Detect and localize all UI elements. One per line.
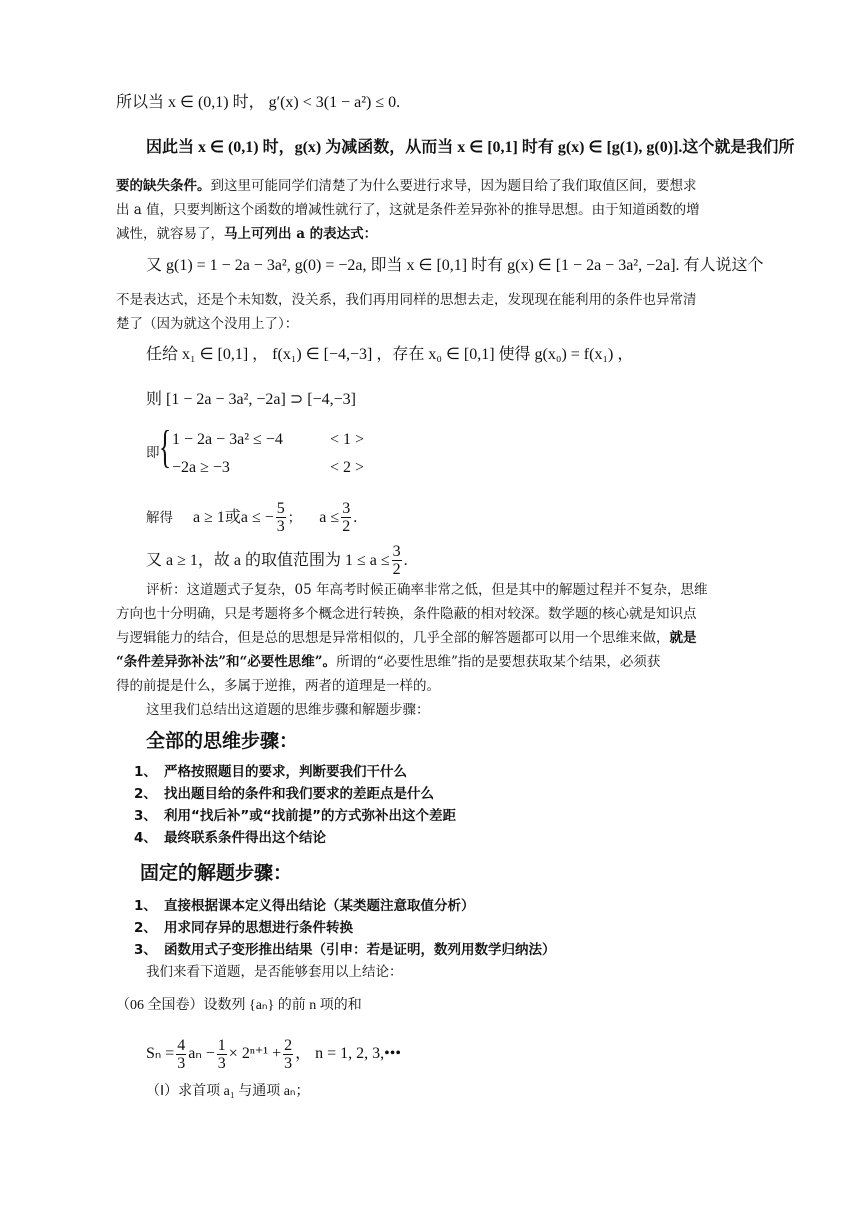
formula-index-range: ， n = 1, 2, 3,••• xyxy=(295,1045,401,1062)
bold-phrase: 要的缺失条件。 xyxy=(116,178,211,194)
decreasing-conclusion-line: 因此当 x ∈ (0,1) 时，g(x) 为减函数，从而当 x ∈ [0,1] 时有 g(x) ∈ [g(1), g(0)].这个就是我们所 xyxy=(146,139,795,156)
formula-lhs: Sₙ = xyxy=(146,1045,175,1062)
fraction-3-2 xyxy=(341,500,351,535)
plain-phrase: 所谓的“必要性思维”指的是要想获取某个结果，必须获 xyxy=(336,654,661,670)
paragraph-line: 不是表达式，还是个未知数，没关系，我们再用同样的思想去走，发现现在能利用的条件也异常清 xyxy=(116,292,697,308)
inequality-1: 1 − 2a − 3a² ≤ −4 xyxy=(172,431,283,448)
bold-phrase: 就是 xyxy=(669,630,697,646)
paragraph-line xyxy=(116,224,377,244)
next-problem-intro: 我们来看下道题，是否能够套用以上结论： xyxy=(146,964,403,980)
formula-term: × 2ⁿ⁺¹ + xyxy=(228,1045,282,1062)
list-number: 3、 xyxy=(134,808,157,824)
range-text: 又 a ≥ 1，故 a 的取值范围为 1 ≤ a ≤ xyxy=(146,551,390,569)
list-item xyxy=(134,940,556,960)
paragraph-line xyxy=(116,176,697,196)
list-text: 直接根据课本定义得出结论（某类题注意取值分析） xyxy=(164,898,475,914)
fraction-denominator: 2 xyxy=(392,561,401,578)
list-number: 1、 xyxy=(134,764,157,780)
list-number: 4、 xyxy=(134,830,157,846)
list-text: 用求同存异的思想进行条件转换 xyxy=(164,920,353,936)
list-text: 最终联系条件得出这个结论 xyxy=(164,830,326,846)
paragraph-line: 楚了（因为就这个没用上了）： xyxy=(116,316,299,332)
solving-steps-heading: 固定的解题步骤： xyxy=(140,862,293,884)
solution-line xyxy=(146,500,357,535)
list-item xyxy=(134,896,475,916)
fraction-4-3 xyxy=(176,1037,186,1072)
fraction-numerator: 2 xyxy=(284,1036,293,1054)
inequality-2: −2a ≥ −3 xyxy=(172,459,230,476)
list-number: 1、 xyxy=(134,898,157,914)
fraction-denominator: 3 xyxy=(177,1054,186,1072)
list-number: 2、 xyxy=(134,786,157,802)
condition-line: 任给 x₁ ∈ [0,1] ， f(x₁) ∈ [−4,−3] ，存在 x₀ ∈ [0,1] 使得 g(x₀) = f(x₁) ， xyxy=(146,346,634,363)
list-number: 3、 xyxy=(134,942,157,958)
left-brace: { xyxy=(159,421,172,472)
commentary-line: 方向也十分明确，只是考题将多个概念进行转换，条件隐蔽的相对较深。数学题的核心就是知识点 xyxy=(116,606,697,622)
derivative-bound-line: 所以当 x ∈ (0,1) 时， g′(x) < 3(1 − a²) ≤ 0. xyxy=(116,94,401,111)
problem-source: （06 全国卷）设数列 {aₙ} 的前 n 项的和 xyxy=(116,998,362,1013)
commentary-line xyxy=(116,628,697,648)
fraction-numerator: 3 xyxy=(392,543,401,560)
inequality-1-tag: < 1 > xyxy=(330,431,365,448)
fraction-numerator: 3 xyxy=(342,500,351,517)
inequality-2-tag: < 2 > xyxy=(330,459,365,476)
solution-part-1: a ≥ 1或a ≤ − xyxy=(193,508,274,526)
fraction-1-3 xyxy=(217,1037,227,1072)
plain-phrase: 与逻辑能力的结合，但是总的思想是异常相似的，几乎全部的解答题都可以用一个思维来做， xyxy=(116,630,670,646)
commentary-line: 这里我们总结出这道题的思维步骤和解题步骤： xyxy=(146,702,430,718)
problem-part-1: （Ⅰ）求首项 a₁ 与通项 aₙ； xyxy=(146,1084,310,1099)
list-item xyxy=(134,806,456,826)
fraction-denominator: 3 xyxy=(217,1054,226,1072)
list-text: 找出题目给的条件和我们要求的差距点是什么 xyxy=(164,786,434,802)
fraction-2-3 xyxy=(283,1037,293,1072)
list-text: 严格按照题目的要求，判断要我们干什么 xyxy=(164,764,407,780)
list-item xyxy=(134,762,407,782)
system-label: 即 xyxy=(146,445,160,461)
list-item xyxy=(134,918,353,938)
list-item xyxy=(134,828,326,848)
fraction-denominator: 3 xyxy=(284,1054,293,1072)
separator: ； xyxy=(287,509,302,526)
commentary-line: 评析：这道题式子复杂，05 年高考时候正确率非常之低，但是其中的解题过程并不复杂，思维 xyxy=(146,582,708,598)
g-values-line: 又 g(1) = 1 − 2a − 3a², g(0) = −2a, 即当 x ∈ [0,1] 时有 g(x) ∈ [1 − 2a − 3a², −2a]. 有人说这个 xyxy=(146,257,764,274)
fraction-numerator: 5 xyxy=(276,500,285,517)
bold-phrase: 马上可列出 a 的表达式： xyxy=(224,226,378,242)
fraction-5-3 xyxy=(276,500,286,535)
set-inclusion-line: 则 [1 − 2a − 3a², −2a] ⊃ [−4,−3] xyxy=(146,391,356,408)
fraction-denominator: 3 xyxy=(276,518,285,535)
fraction-denominator: 2 xyxy=(342,518,351,535)
commentary-line xyxy=(116,652,660,672)
commentary-line: 得的前提是什么，多属于逆推，两者的道理是一样的。 xyxy=(116,678,440,694)
paragraph-line: 出 a 值，只要判断这个函数的增减性就行了，这就是条件差异弥补的推导思想。由于知道函数的增 xyxy=(116,202,700,218)
solution-label: 解得 xyxy=(146,509,173,526)
formula-term: aₙ − xyxy=(188,1045,215,1062)
fraction-numerator: 4 xyxy=(177,1036,186,1054)
sn-formula xyxy=(146,1034,401,1074)
bold-phrase: “条件差异弥补法”和“必要性思维”。 xyxy=(116,654,337,670)
list-number: 2、 xyxy=(134,920,157,936)
range-line xyxy=(146,543,408,578)
fraction-numerator: 1 xyxy=(217,1036,226,1054)
plain-phrase: 到这里可能同学们清楚了为什么要进行求导，因为题目给了我们取值区间，要想求 xyxy=(210,178,697,194)
period: . xyxy=(353,508,358,526)
solution-part-2: a ≤ xyxy=(319,508,340,526)
fraction-3-2 xyxy=(392,543,402,578)
list-text: 利用“找后补”或“找前提”的方式弥补出这个差距 xyxy=(164,808,456,824)
plain-phrase: 减性，就容易了， xyxy=(116,226,224,242)
thinking-steps-heading: 全部的思维步骤： xyxy=(146,730,299,752)
list-text: 函数用式子变形推出结果（引申：若是证明，数列用数学归纳法） xyxy=(164,942,556,958)
list-item xyxy=(134,784,434,804)
period: . xyxy=(403,551,408,569)
